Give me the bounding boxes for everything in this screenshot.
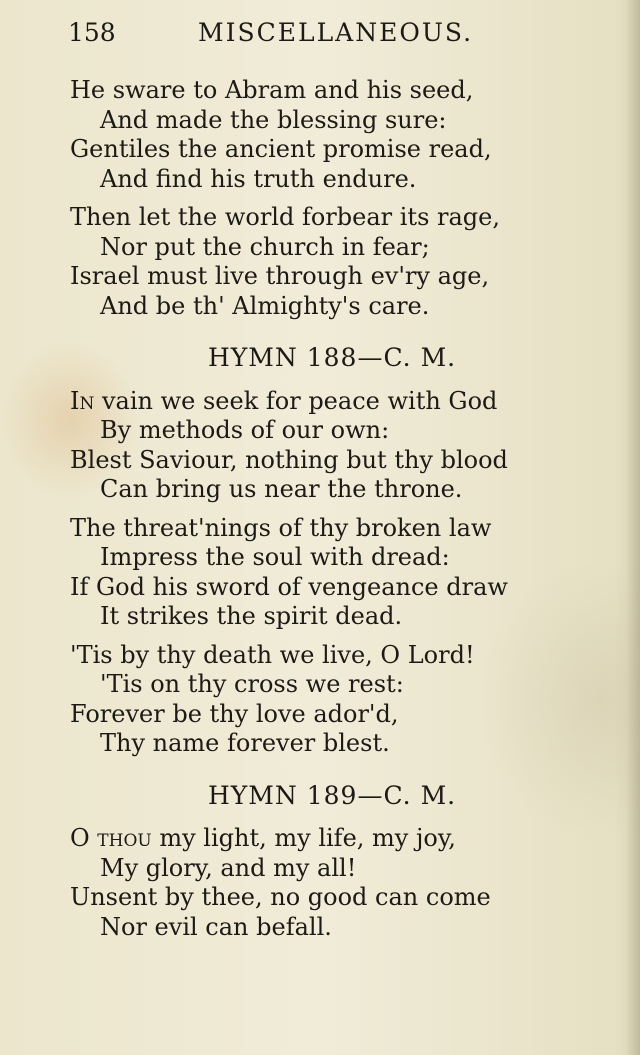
verse-line-rest: vain we seek for peace with God (94, 386, 498, 415)
stanza (70, 514, 590, 632)
verse-line: My glory, and my all! (100, 853, 357, 882)
verse-line: Can bring us near the throne. (100, 475, 463, 503)
stanza (70, 76, 590, 194)
verse-line (70, 387, 590, 417)
verse-line: And find his truth endure. (100, 164, 417, 193)
verse-line: 'Tis by thy death we live, O Lord! (70, 640, 475, 669)
stanza (70, 203, 590, 321)
verse-line: Unsent by thee, no good can come (70, 883, 491, 911)
verse-line: By methods of our own: (100, 416, 390, 444)
verse-line: Israel must live through ev'ry age, (70, 262, 490, 290)
verse-line-rest: my light, my life, my joy, (151, 824, 456, 852)
page-edge-shadow (626, 0, 640, 1055)
verse-line: Thy name forever blest. (100, 729, 390, 757)
verse-line (70, 824, 590, 854)
verse-line: Gentiles the ancient promise read, (70, 135, 492, 163)
page-number: 158 (68, 18, 116, 47)
verse-line: Nor put the church in fear; (100, 232, 430, 261)
stanza (70, 824, 590, 942)
verse-line: And made the blessing sure: (100, 105, 447, 134)
stanza (70, 387, 590, 505)
drop-word: O thou (70, 824, 152, 852)
page-header (68, 18, 488, 52)
hymn-188-title: HYMN 188—C. M. (208, 343, 457, 372)
verse-line: The threat'nings of thy broken law (70, 513, 492, 542)
verse-line: Nor evil can befall. (100, 912, 332, 941)
verse-line: Impress the soul with dread: (100, 543, 450, 571)
verse-line: And be th' Almighty's care. (100, 291, 430, 320)
drop-word: In (70, 386, 95, 415)
verse-line: Then let the world forbear its rage, (70, 203, 500, 231)
verse-line: Forever be thy love ador'd, (70, 699, 399, 728)
verse-line: It strikes the spirit dead. (100, 602, 403, 630)
page-content (70, 76, 590, 951)
hymn-189-title: HYMN 189—C. M. (208, 780, 457, 810)
verse-line: Blest Saviour, nothing but thy blood (70, 445, 508, 474)
running-title: MISCELLANEOUS. (198, 18, 474, 47)
verse-line: He sware to Abram and his seed, (70, 76, 474, 104)
verse-line: If God his sword of vengeance draw (70, 572, 508, 601)
stanza (70, 641, 590, 759)
verse-line: 'Tis on thy cross we rest: (100, 670, 404, 698)
